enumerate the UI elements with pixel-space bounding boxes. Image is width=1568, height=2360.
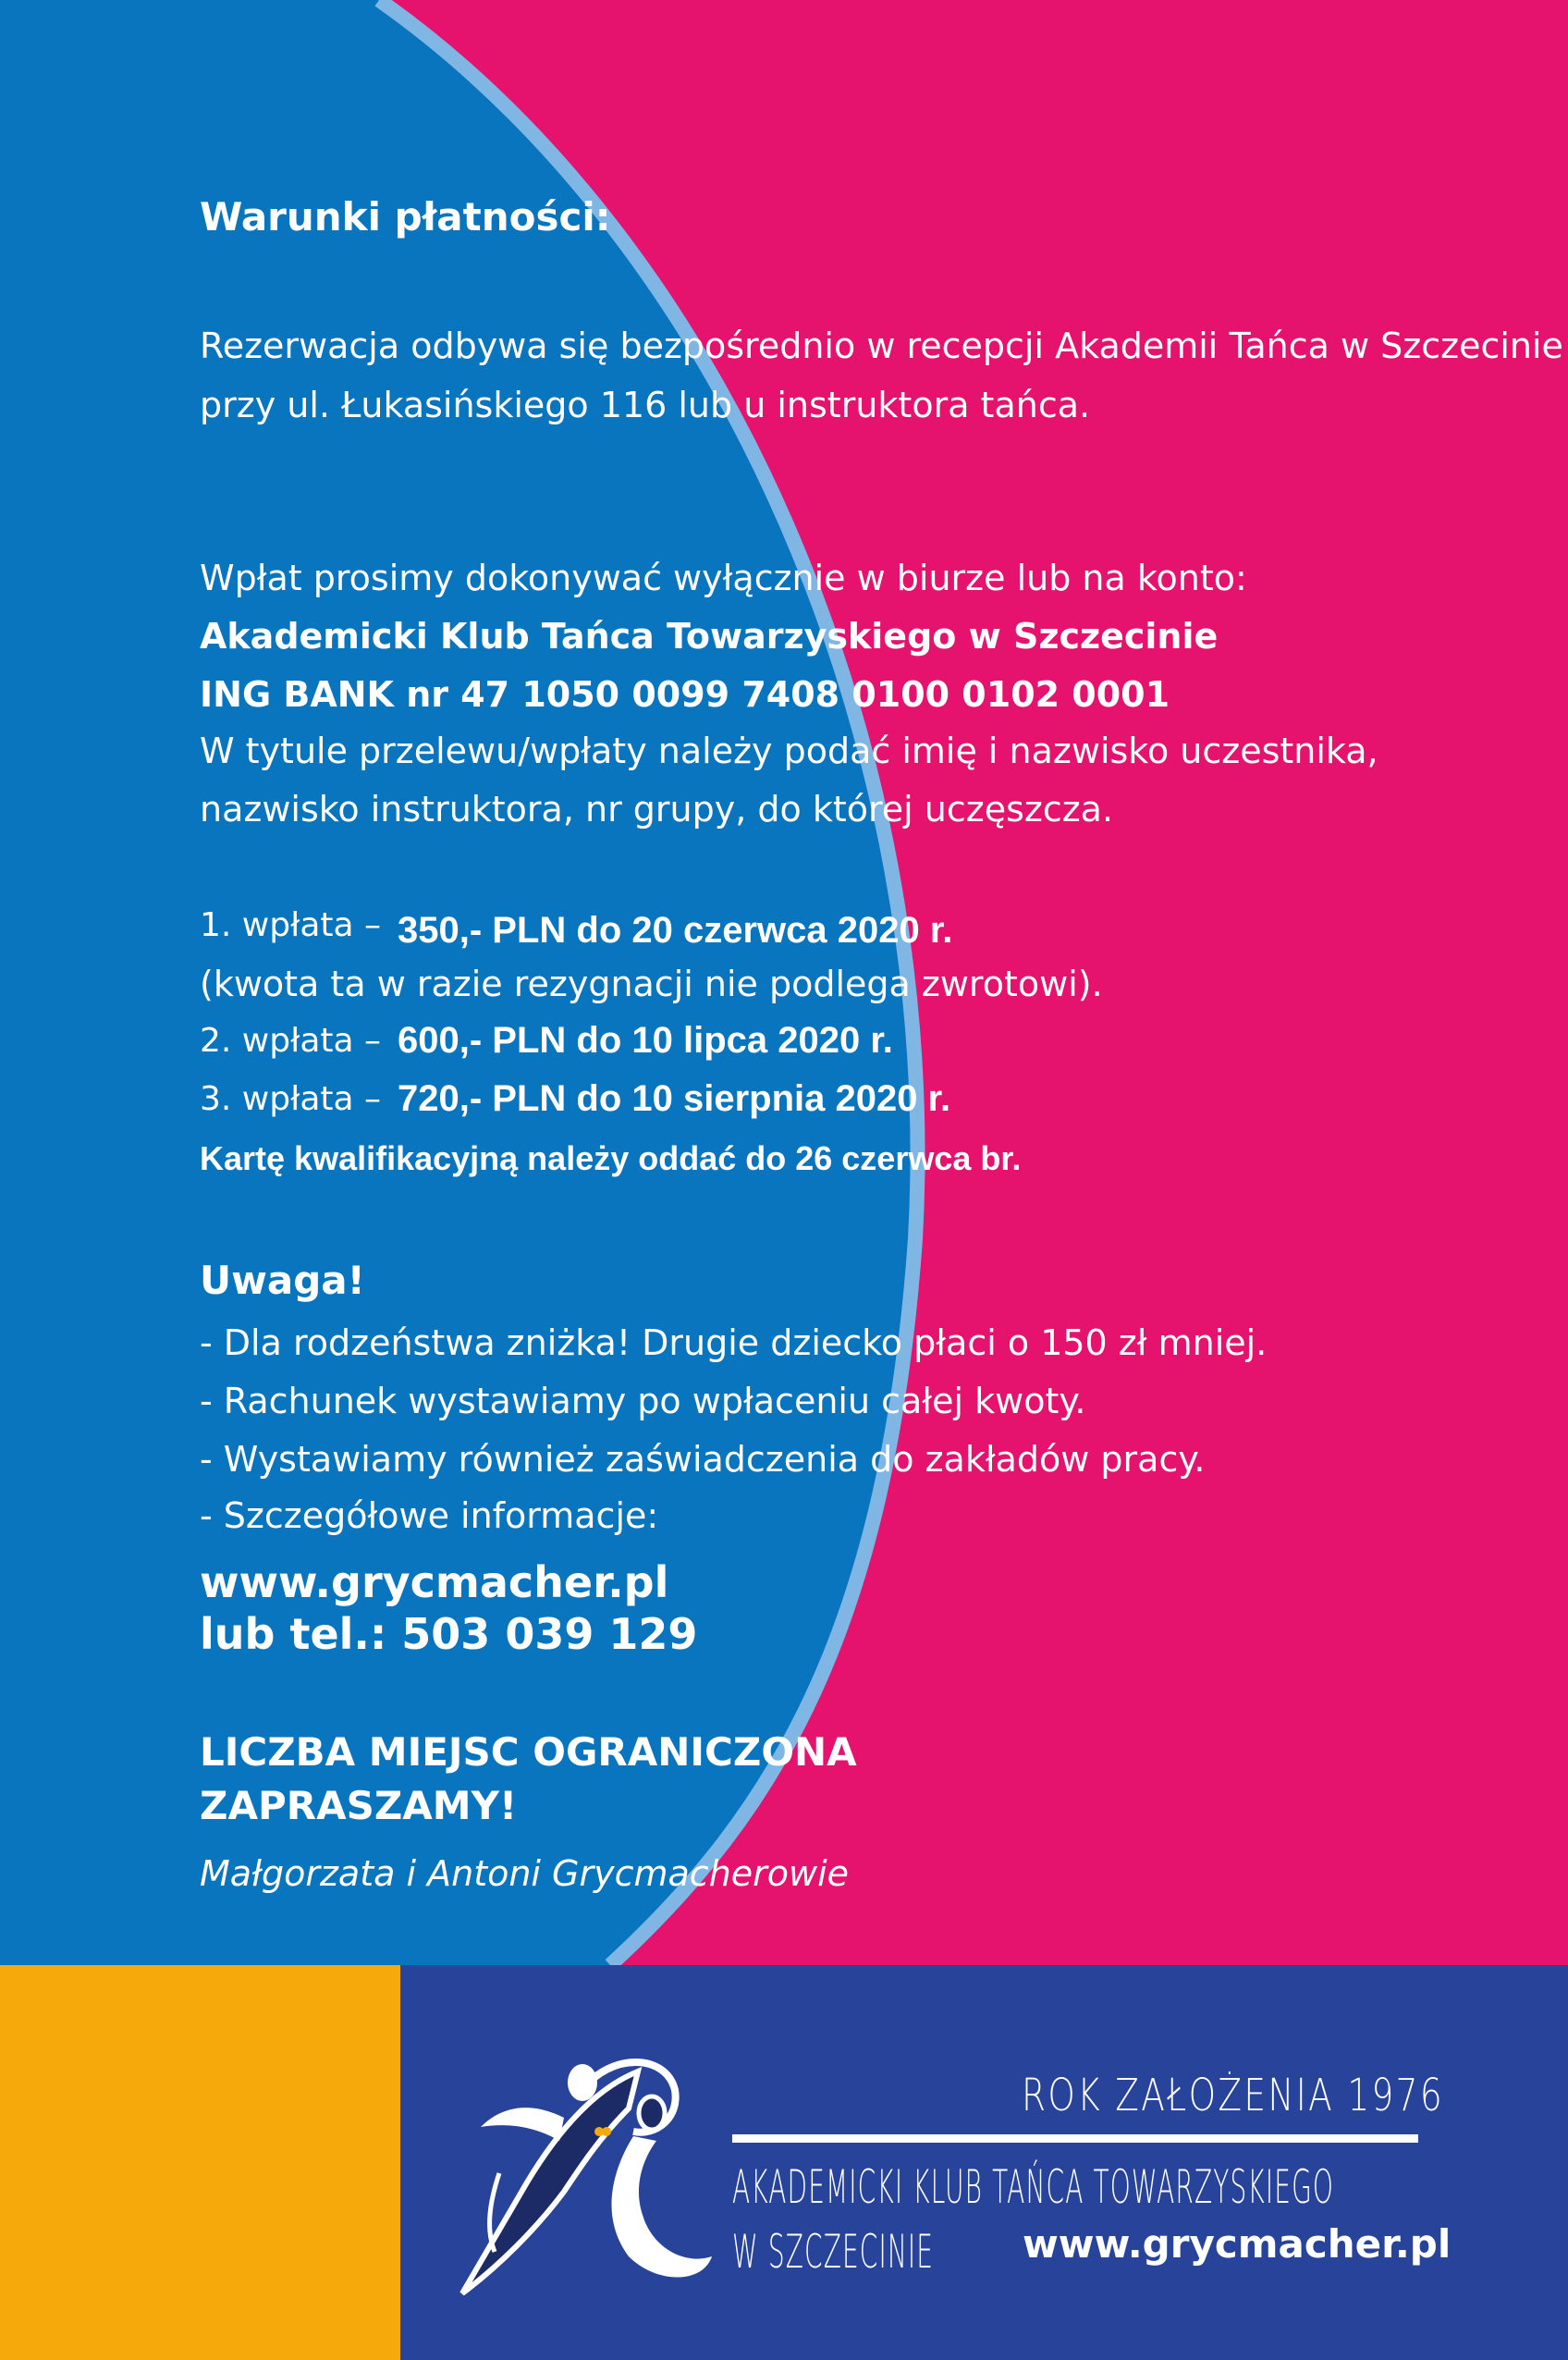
reservation-line-1: Rezerwacja odbywa się bezpośrednio w recepcji Akademii Tańca w Szczecinie (200, 326, 1563, 366)
notice-phone: lub tel.: 503 039 129 (200, 1609, 698, 1659)
footer-club-city: W SZCZECINIE (732, 2225, 935, 2279)
bank-account: ING BANK nr 47 1050 0099 7408 0100 0102 0001 (200, 674, 1170, 715)
transfer-title-line-2: nazwisko instruktora, nr grupy, do której uczęszcza. (200, 789, 1114, 830)
limited-places: LICZBA MIEJSC OGRANICZONA (200, 1729, 857, 1775)
installment-3-value: 720,- PLN do 10 sierpnia 2020 r. (398, 1078, 951, 1119)
notice-item-1: - Dla rodzeństwa zniżka! Drugie dziecko płaci o 150 zł mniej. (200, 1322, 1268, 1363)
transfer-title-line-1: W tytule przelewu/wpłaty należy podać imię i nazwisko uczestnika, (200, 731, 1378, 771)
footer-website[interactable]: www.grycmacher.pl (1023, 2221, 1452, 2267)
notice-heading: Uwaga! (200, 1258, 365, 1303)
footer-divider (732, 2134, 1418, 2143)
installment-3-label: 3. wpłata – (200, 1080, 381, 1118)
installment-1-value: 350,- PLN do 20 czerwca 2020 r. (398, 910, 953, 951)
installment-1-label: 1. wpłata – (200, 906, 381, 944)
installment-2-value: 600,- PLN do 10 lipca 2020 r. (398, 1020, 893, 1061)
footer-club-name: AKADEMICKI KLUB TAŃCA TOWARZYSKIEGO (732, 2160, 1335, 2214)
transfer-intro: Wpłat prosimy dokonywać wyłącznie w biurze lub na konto: (200, 558, 1247, 598)
notice-item-4: - Szczegółowe informacje: (200, 1495, 659, 1536)
footer-orange-block (0, 1965, 400, 2360)
notice-item-2: - Rachunek wystawiamy po wpłaceniu całej kwoty. (200, 1381, 1086, 1421)
invitation: ZAPRASZAMY! (200, 1783, 518, 1828)
installment-2-label: 2. wpłata – (200, 1022, 381, 1060)
signature: Małgorzata i Antoni Grycmacherowie (200, 1853, 850, 1894)
club-name: Akademicki Klub Tańca Towarzyskiego w Szczecinie (200, 616, 1219, 657)
founded-year: ROK ZAŁOŻENIA 1976 (1022, 2070, 1444, 2121)
reservation-line-2: przy ul. Łukasińskiego 116 lub u instruktora tańca. (200, 385, 1091, 425)
nonrefund-note: (kwota ta w razie rezygnacji nie podlega zwrotowi). (200, 964, 1103, 1004)
notice-website[interactable]: www.grycmacher.pl (200, 1557, 669, 1607)
card-note: Kartę kwalifikacyjną należy oddać do 26 czerwca br. (200, 1139, 1022, 1177)
payment-heading: Warunki płatności: (200, 194, 611, 240)
notice-item-3: - Wystawiamy również zaświadczenia do zakładów pracy. (200, 1439, 1206, 1480)
dancing-couple-logo-icon (444, 2034, 721, 2312)
